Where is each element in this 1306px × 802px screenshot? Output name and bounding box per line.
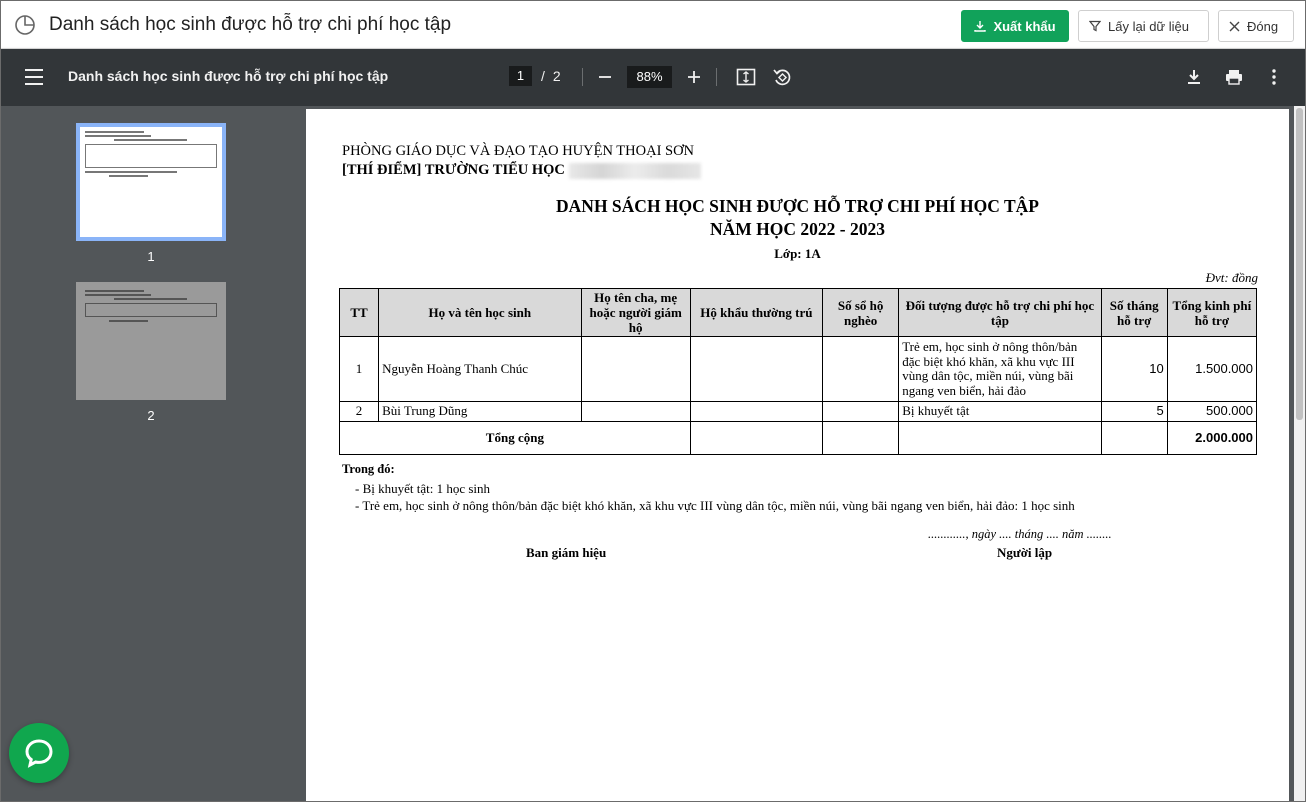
- toolbar-divider: [582, 68, 583, 86]
- export-button-label: Xuất khẩu: [993, 18, 1056, 34]
- cell-empty: [899, 422, 1101, 455]
- note-item: - Trẻ em, học sinh ở nông thôn/bản đặc biệt khó khăn, xã khu vực III vùng dân tộc, miền núi, vùng bãi ngang ven biển, hải đảo: 1 học sinh: [355, 498, 1075, 513]
- class-label: Lớp: 1A: [774, 246, 821, 261]
- reload-data-button[interactable]: [1078, 10, 1209, 42]
- table-row: [340, 402, 1257, 422]
- notes-title: Trong đó:: [342, 462, 395, 476]
- more-options-button[interactable]: [1263, 66, 1285, 88]
- cell-tt: 2: [340, 402, 379, 422]
- column-header: Hộ khẩu thường trú: [690, 289, 822, 337]
- cell-months: 10: [1101, 337, 1167, 402]
- document-viewport[interactable]: [304, 106, 1294, 802]
- fit-page-icon: [736, 68, 756, 86]
- more-vert-icon: [1271, 69, 1277, 85]
- cell-months: 5: [1101, 402, 1167, 422]
- cell-amount: 1.500.000: [1167, 337, 1256, 402]
- total-amount: 2.000.000: [1167, 422, 1256, 455]
- pdf-page: [306, 109, 1289, 802]
- app-header: [1, 1, 1305, 49]
- school-year: NĂM HỌC 2022 - 2023: [710, 219, 885, 239]
- download-button[interactable]: [1183, 66, 1205, 88]
- document-title: Danh sách học sinh được hỗ trợ chi phí học tập: [68, 68, 389, 84]
- cell-name: Bùi Trung Dũng: [379, 402, 581, 422]
- close-icon: [1229, 21, 1240, 32]
- cell-residence: [690, 402, 822, 422]
- column-header: Số tháng hỗ trợ: [1101, 289, 1167, 337]
- chart-icon: [14, 14, 36, 36]
- document-title-heading: DANH SÁCH HỌC SINH ĐƯỢC HỖ TRỢ CHI PHÍ HỌC TẬP: [556, 196, 1039, 216]
- students-table: [339, 288, 1257, 455]
- pdf-toolbar: [1, 49, 1305, 106]
- page-indicator: [509, 66, 561, 86]
- school-name: [342, 162, 701, 179]
- signature-right: Người lập: [997, 545, 1053, 560]
- download-icon: [1186, 69, 1202, 85]
- menu-icon[interactable]: [25, 69, 43, 85]
- thumbnail-preview: [76, 282, 226, 400]
- minus-icon: [598, 70, 612, 84]
- scrollbar-thumb[interactable]: [1296, 108, 1303, 420]
- zoom-in-button[interactable]: [683, 66, 705, 88]
- cell-empty: [1101, 422, 1167, 455]
- thumbnail-label: 2: [147, 408, 155, 423]
- cell-target: Bị khuyết tật: [899, 402, 1101, 422]
- page-separator: /: [541, 68, 545, 84]
- table-header-row: [340, 289, 1257, 337]
- column-header: Họ tên cha, mẹ hoặc người giám hộ: [581, 289, 690, 337]
- thumbnail-label: 1: [147, 249, 155, 264]
- column-header: Đối tượng được hỗ trợ chi phí học tập: [899, 289, 1101, 337]
- zoom-out-button[interactable]: [594, 66, 616, 88]
- department-name: PHÒNG GIÁO DỤC VÀ ĐẠO TẠO HUYỆN THOẠI SƠN: [342, 143, 695, 159]
- cell-guardian: [581, 402, 690, 422]
- export-button[interactable]: [961, 10, 1069, 42]
- cell-poor-book: [823, 402, 899, 422]
- chat-button[interactable]: [9, 723, 69, 783]
- print-icon: [1225, 69, 1243, 85]
- cell-empty: [823, 422, 899, 455]
- rotate-icon: [772, 67, 792, 87]
- cell-guardian: [581, 337, 690, 402]
- close-button-label: Đóng: [1247, 18, 1279, 34]
- redacted-text: [569, 163, 701, 179]
- column-header: Tổng kinh phí hỗ trợ: [1167, 289, 1256, 337]
- unit-label: Đvt: đồng: [1205, 270, 1258, 285]
- cell-amount: 500.000: [1167, 402, 1256, 422]
- chat-icon: [23, 737, 55, 769]
- page-number-input[interactable]: 1: [509, 66, 532, 86]
- cell-empty: [690, 422, 822, 455]
- cell-poor-book: [823, 337, 899, 402]
- date-line: ............, ngày .... tháng .... năm ........: [928, 527, 1112, 541]
- plus-icon: [687, 70, 701, 84]
- column-header: Họ và tên học sinh: [379, 289, 581, 337]
- total-label: Tổng cộng: [340, 422, 691, 455]
- toolbar-divider: [716, 68, 717, 86]
- table-row: [340, 337, 1257, 402]
- print-button[interactable]: [1223, 66, 1245, 88]
- download-icon: [974, 20, 986, 32]
- thumbnail-sidebar: [1, 106, 304, 802]
- fit-page-button[interactable]: [735, 66, 757, 88]
- signature-left: Ban giám hiệu: [526, 545, 607, 560]
- document-scrollbar[interactable]: [1294, 106, 1305, 802]
- note-item: - Bị khuyết tật: 1 học sinh: [355, 481, 491, 496]
- zoom-input[interactable]: 88%: [627, 66, 672, 88]
- filter-icon: [1089, 20, 1101, 32]
- cell-residence: [690, 337, 822, 402]
- reload-data-button-label: Lấy lại dữ liệu: [1108, 18, 1189, 34]
- thumbnail-page-2[interactable]: [76, 282, 226, 423]
- column-header: TT: [340, 289, 379, 337]
- thumbnail-page-1[interactable]: [76, 123, 226, 264]
- total-pages: 2: [552, 68, 561, 84]
- cell-tt: 1: [340, 337, 379, 402]
- cell-name: Nguyễn Hoàng Thanh Chúc: [379, 337, 581, 402]
- rotate-button[interactable]: [771, 66, 793, 88]
- close-button[interactable]: [1218, 10, 1294, 42]
- page-title: Danh sách học sinh được hỗ trợ chi phí học tập: [49, 13, 452, 35]
- column-header: Số sổ hộ nghèo: [823, 289, 899, 337]
- table-total-row: [340, 422, 1257, 455]
- cell-target: Trẻ em, học sinh ở nông thôn/bản đặc biệt khó khăn, xã khu vực III vùng dân tộc, miền núi, vùng bãi ngang ven biển, hải đảo: [899, 337, 1101, 402]
- thumbnail-preview: [76, 123, 226, 241]
- school-name-text: [THÍ ĐIỂM] TRƯỜNG TIỂU HỌC: [342, 162, 565, 178]
